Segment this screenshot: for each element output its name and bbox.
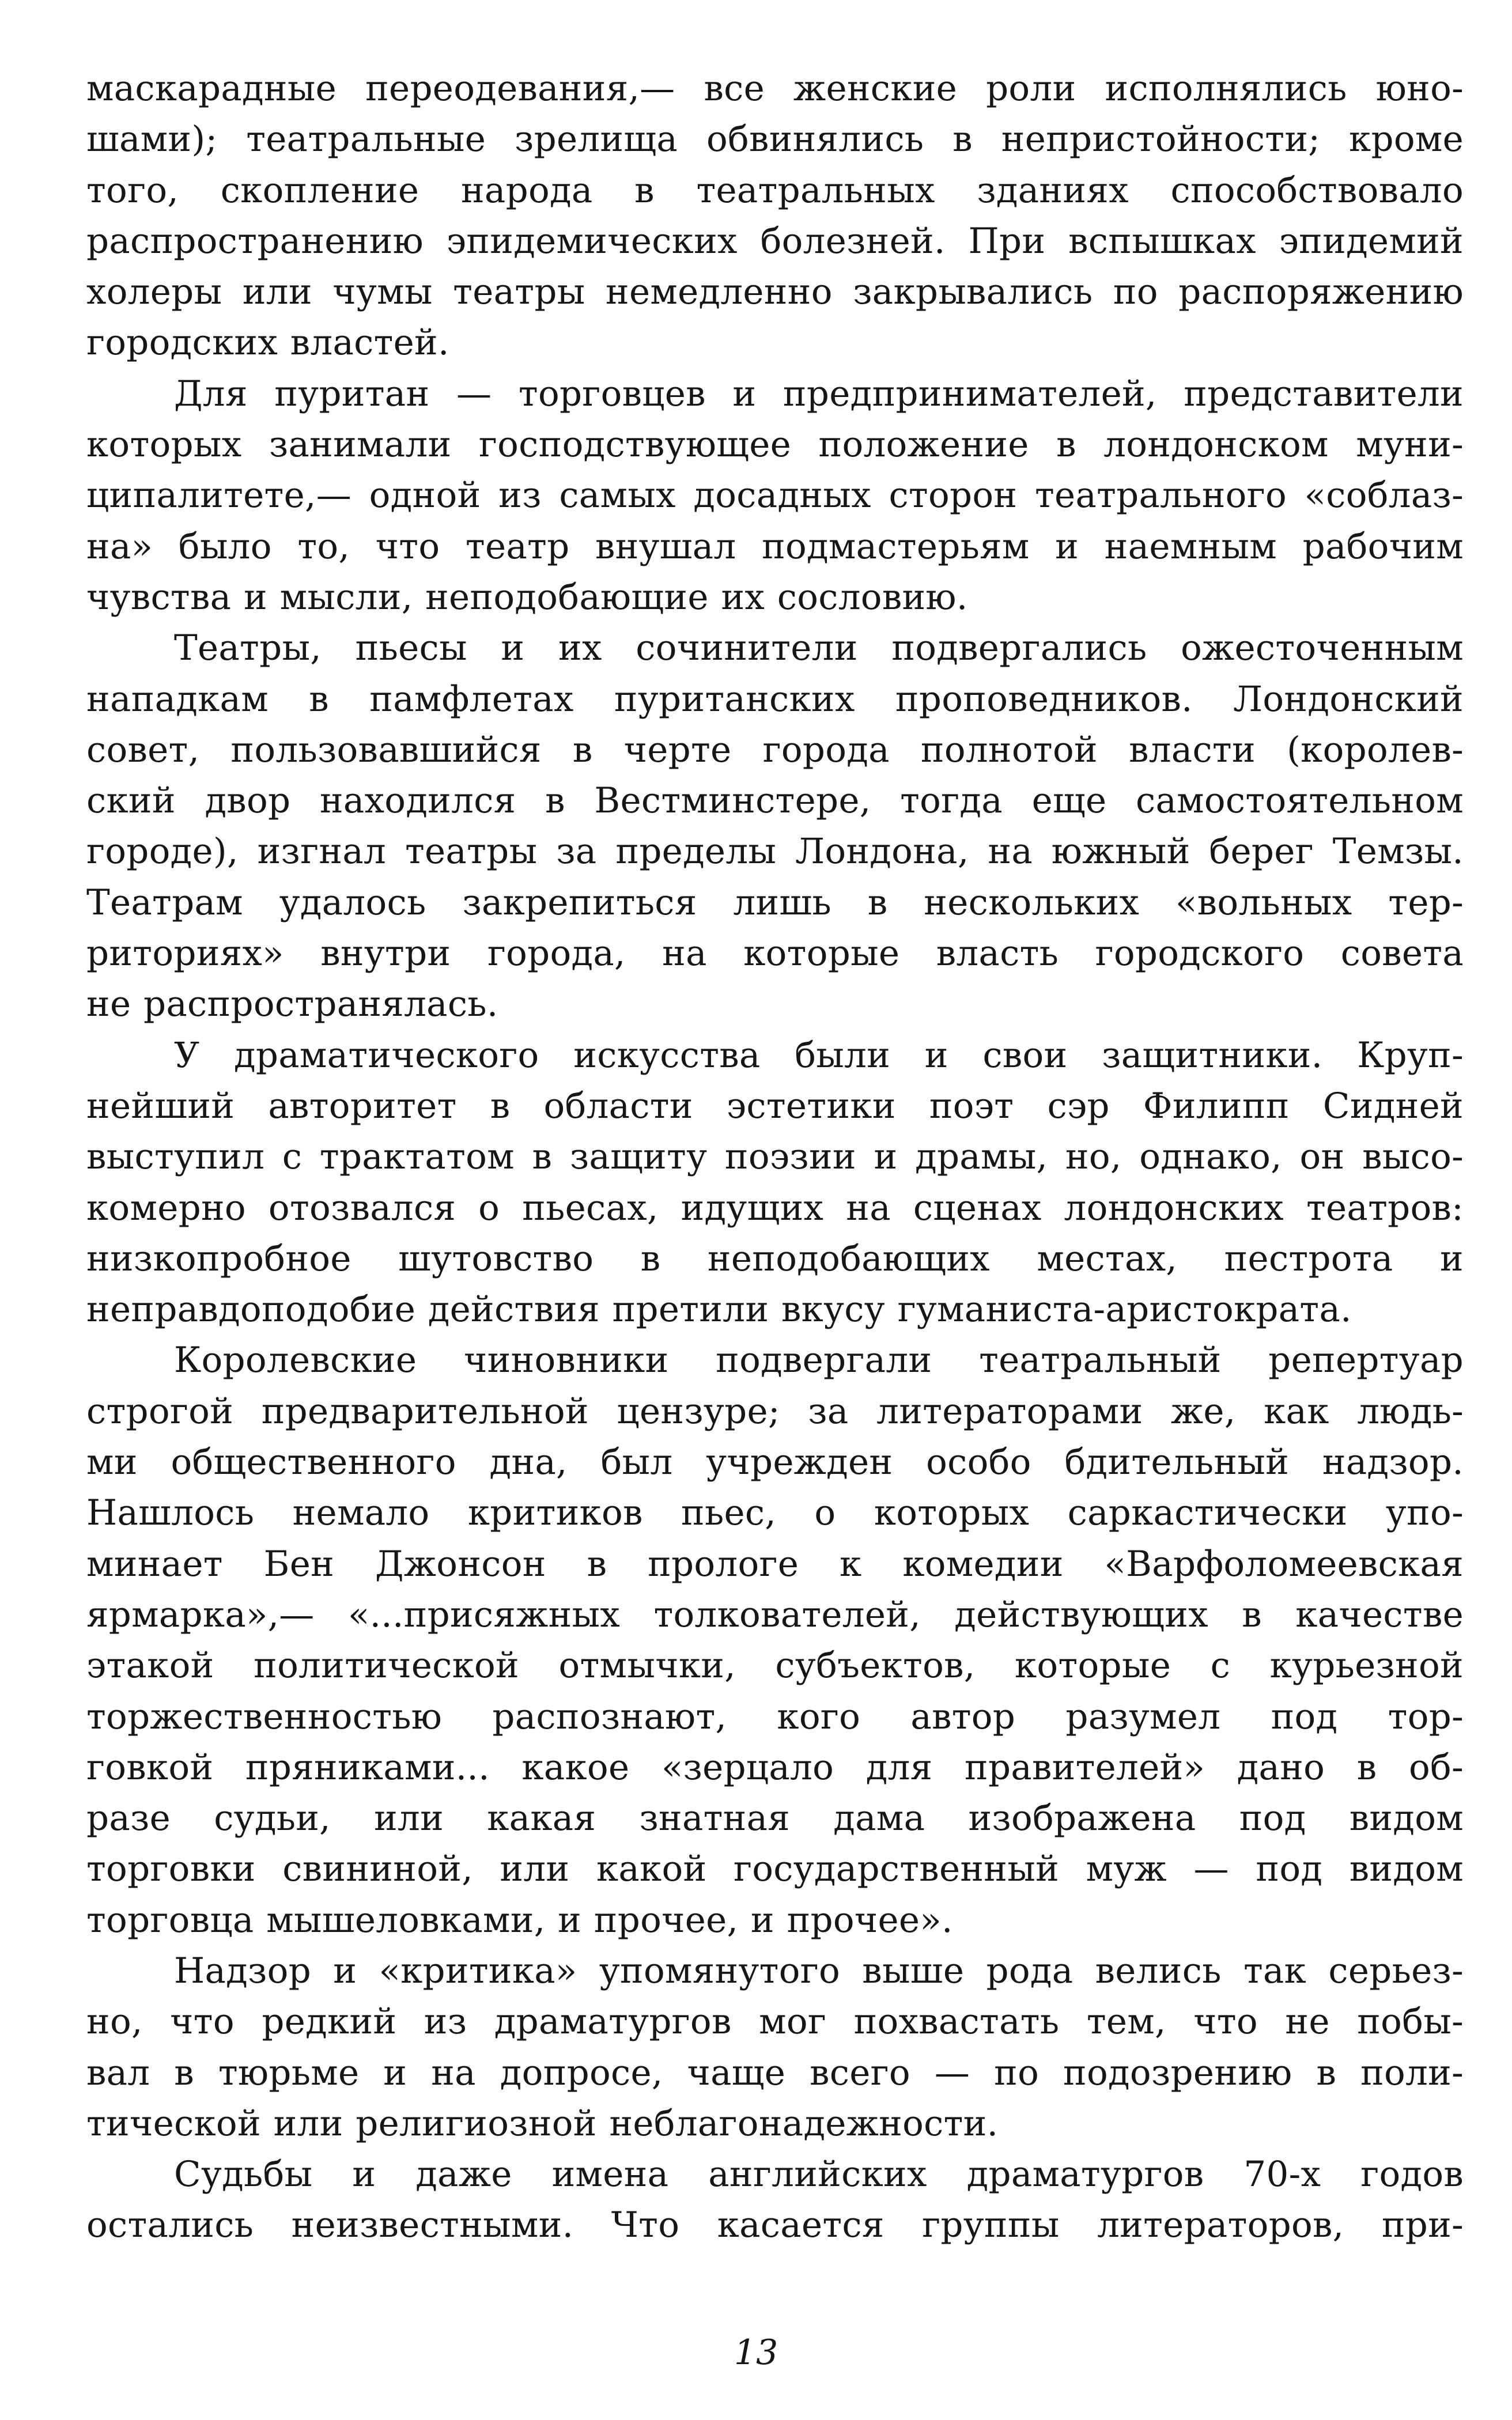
text-line: низкопробное шутовство в неподобающих местах, пестрота и [86,1238,1464,1279]
text-line: распространению эпидемических болезней. При вспышках эпидемий [86,220,1464,262]
text-line: шами); театральные зрелища обвинялись в непристойности; кроме [86,119,1464,160]
body-text [86,63,1464,2251]
text-line: ципалитете,— одной из самых досадных сторон театрального «соблаз- [86,475,1464,516]
text-line: У драматического искусства были и свои защитники. Круп- [174,1034,1464,1076]
text-line: Театрам удалось закрепиться лишь в нескольких «вольных тер- [86,882,1464,923]
text-line: торговца мышеловками, и прочее, и прочее». [86,1899,953,1941]
text-line: торжественностью распознают, кого автор разумел под тор- [86,1696,1464,1737]
text-line: комерно отозвался о пьесах, идущих на сценах лондонских театров: [86,1187,1464,1228]
text-line: того, скопление народа в театральных зданиях способствовало [86,169,1464,211]
text-line: минает Бен Джонсон в прологе к комедии «Варфоломеевская [86,1543,1464,1585]
text-line: Нашлось немало критиков пьес, о которых саркастически упо- [86,1492,1464,1534]
text-line: ми общественного дна, был учрежден особо бдительный надзор. [86,1442,1464,1483]
text-line: разе судьи, или какая знатная дама изображена под видом [86,1798,1464,1839]
text-line: городских властей. [86,322,449,364]
text-line: ярмарка»,— «...присяжных толкователей, действующих в качестве [86,1594,1464,1635]
text-line: холеры или чумы театры немедленно закрывались по распоряжению [86,271,1464,313]
text-line: Театры, пьесы и их сочинители подвергались ожесточенным [174,627,1464,669]
text-line: Королевские чиновники подвергали театральный репертуар [174,1340,1464,1381]
text-line: говкой пряниками... какое «зерцало для правителей» дано в об- [86,1746,1464,1788]
text-line: Надзор и «критика» упомянутого выше рода велись так серьез- [174,1950,1464,1991]
text-line: ский двор находился в Вестминстере, тогда еще самостоятельном [86,780,1464,822]
text-line: нейший авторитет в области эстетики поэт сэр Филипп Сидней [86,1085,1464,1126]
text-line: чувства и мысли, неподобающие их сословию. [86,576,968,618]
text-line: которых занимали господствующее положение в лондонском муни- [86,424,1464,466]
text-line: тической или религиозной неблагонадежности. [86,2103,999,2144]
text-line: на» было то, что театр внушал подмастерьям и наемным рабочим [86,525,1464,567]
text-line: строгой предварительной цензуре; за литераторами же, как людь- [86,1390,1464,1432]
text-line: маскарадные переодевания,— все женские роли исполнялись юно- [86,68,1464,109]
text-line: совет, пользовавшийся в черте города полнотой власти (королев- [86,729,1464,770]
text-line: не распространялась. [86,984,498,1025]
text-line: нападкам в памфлетах пуританских проповедников. Лондонский [86,678,1464,720]
text-line: вал в тюрьме и на допросе, чаще всего — по подозрению в поли- [86,2052,1464,2093]
text-line: но, что редкий из драматургов мог похвастать тем, что не побы- [86,2001,1464,2043]
page-number: 13 [734,2332,778,2373]
text-line: остались неизвестными. Что касается группы литераторов, при- [86,2205,1464,2246]
text-line: неправдоподобие действия претили вкусу гуманиста-аристократа. [86,1289,1352,1330]
text-line: торговки свининой, или какой государственный муж — под видом [86,1848,1464,1890]
text-line: Судьбы и даже имена английских драматургов 70-х годов [174,2154,1464,2195]
text-line: городе), изгнал театры за пределы Лондона, на южный берег Темзы. [86,831,1464,872]
text-line: этакой политической отмычки, субъектов, которые с курьезной [86,1645,1464,1687]
text-line: выступил с трактатом в защиту поэзии и драмы, но, однако, он высо- [86,1136,1464,1178]
text-line: риториях» внутри города, на которые власть городского совета [86,933,1464,974]
text-line: Для пуритан — торговцев и предпринимателей, представители [174,373,1464,414]
